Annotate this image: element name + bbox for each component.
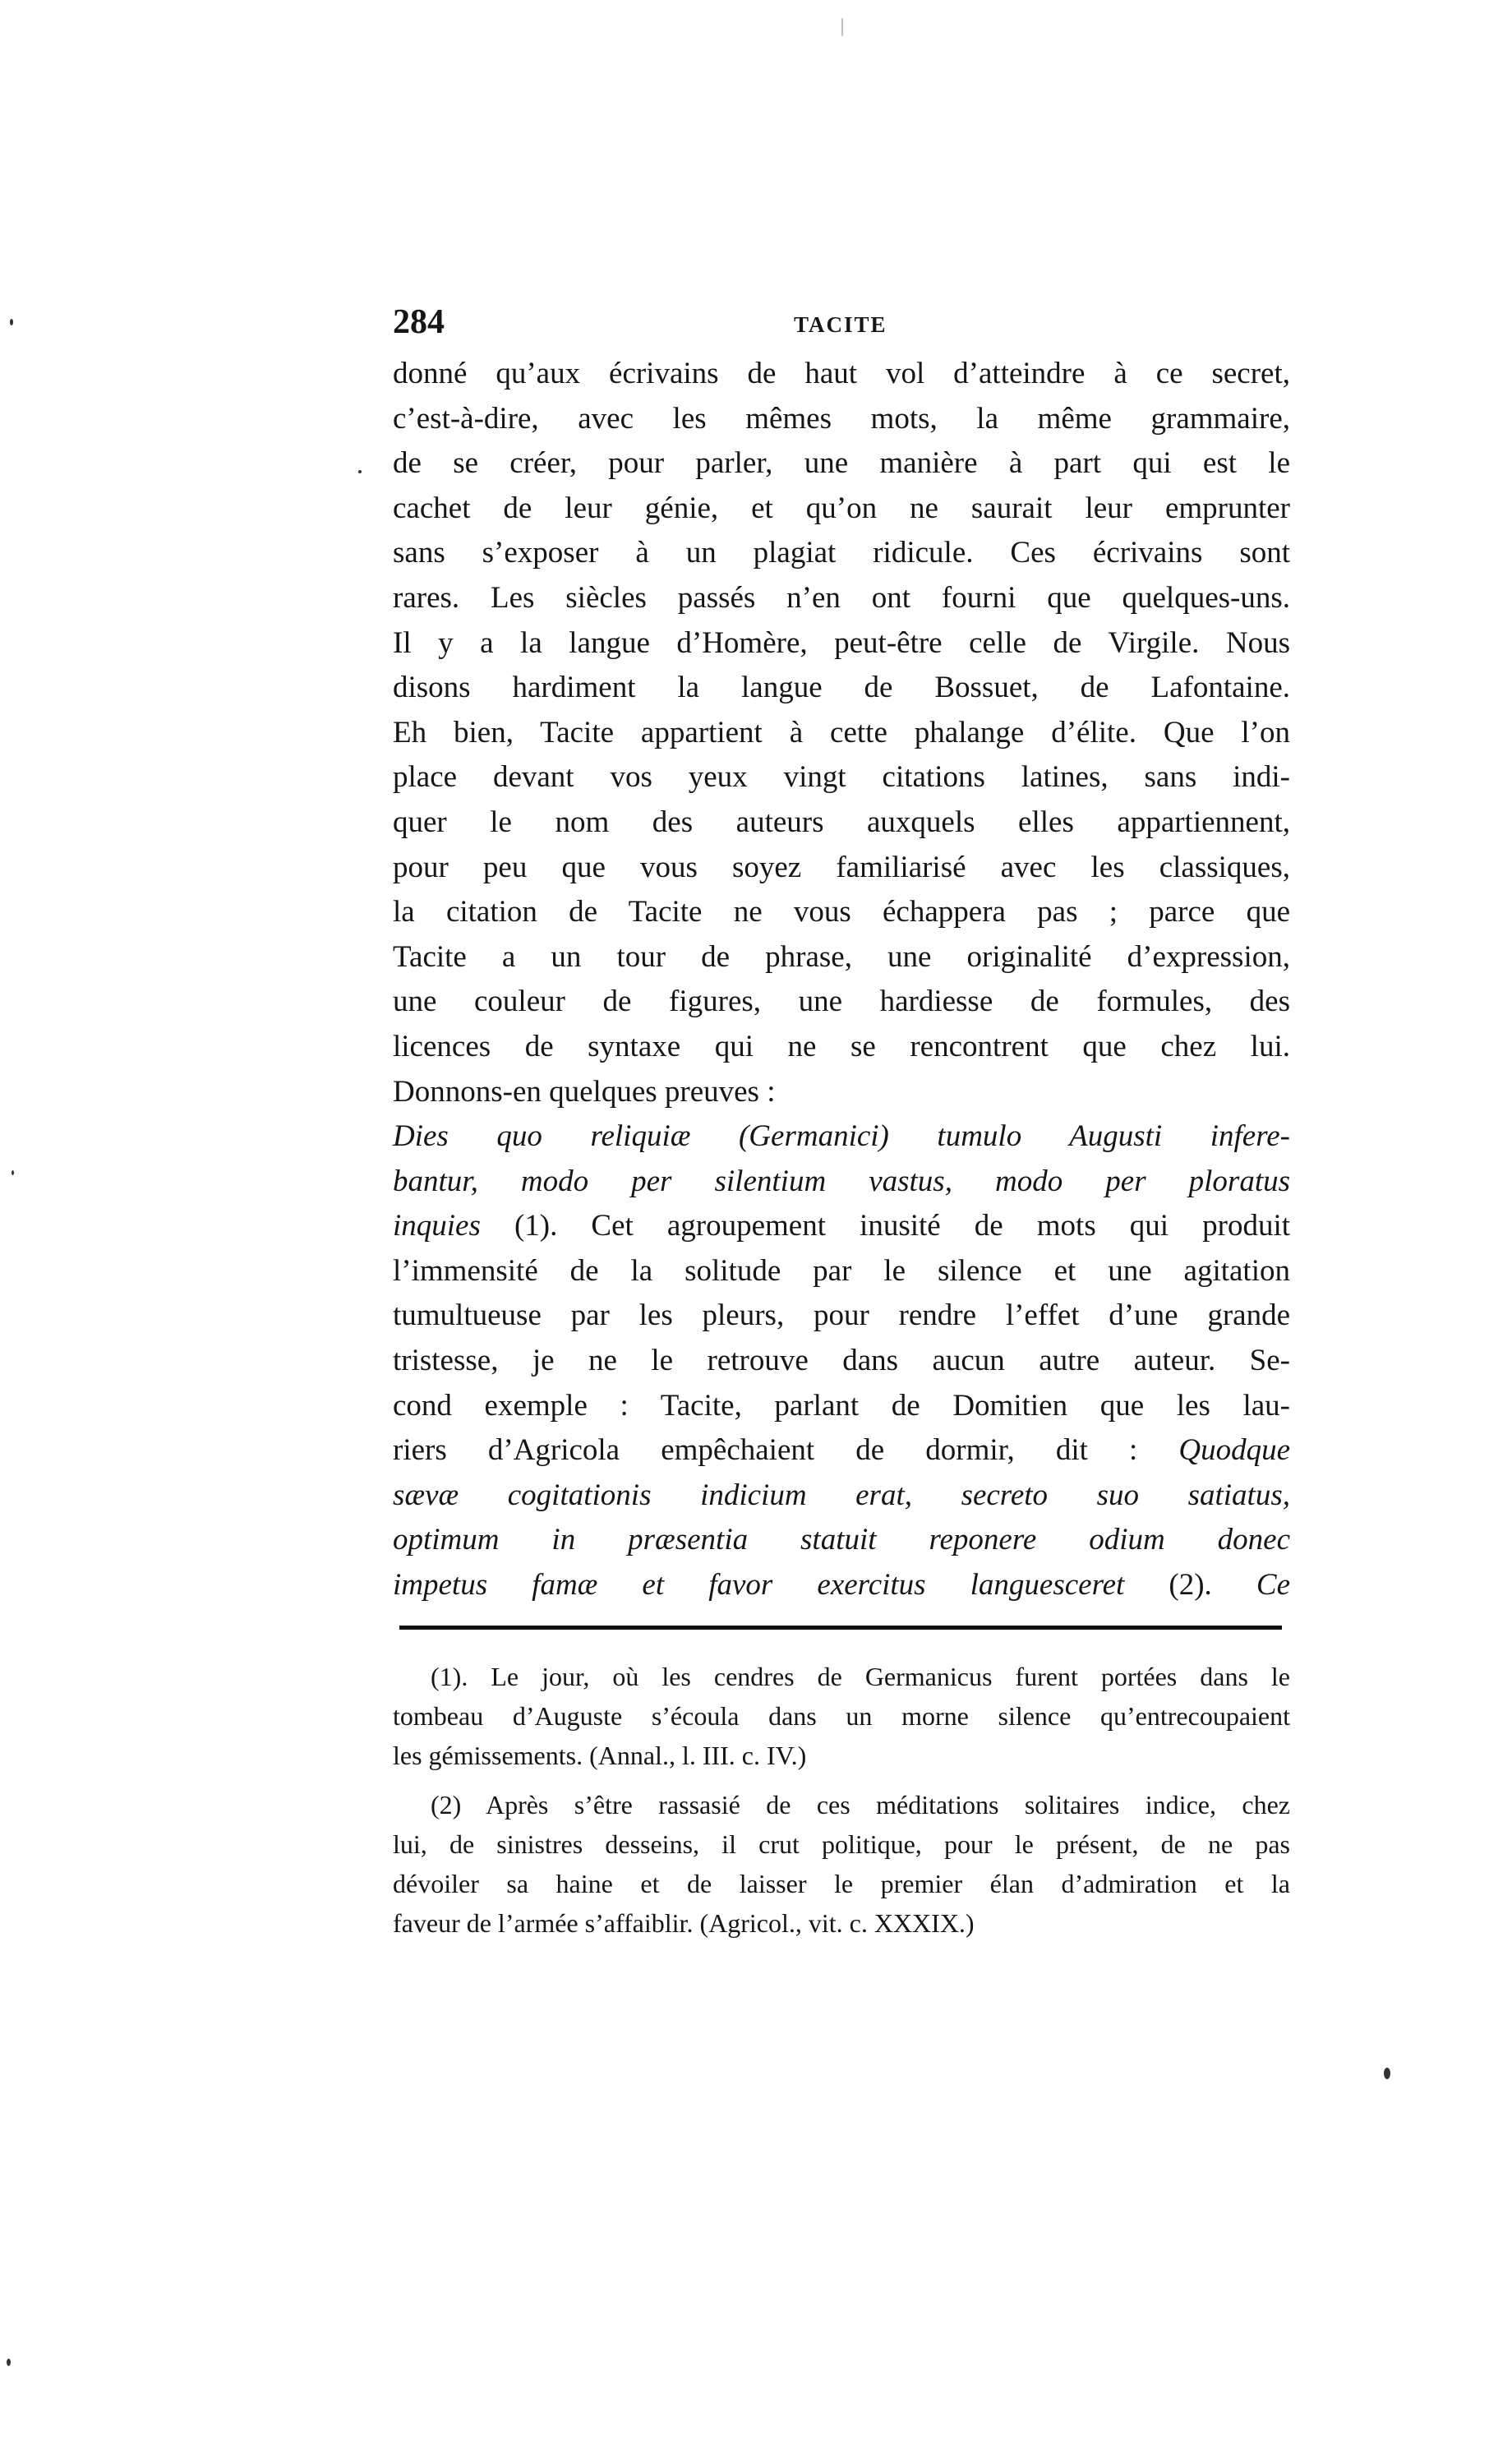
text-line: sans s’exposer à un plagiat ridicule. Ces écrivains sont xyxy=(393,536,1290,570)
footnote-line: (2) Après s’être rassasié de ces méditations solitaires indice, chez xyxy=(431,1790,1290,1819)
text-line: cachet de leur génie, et qu’on ne saurait leur emprunter xyxy=(393,491,1290,525)
text-line: pour peu que vous soyez familiarisé avec les classiques, xyxy=(393,850,1290,884)
text-line: l’immensité de la solitude par le silence et une agitation xyxy=(393,1253,1290,1288)
text-line: Il y a la langue d’Homère, peut-être celle de Virgile. Nous xyxy=(393,625,1290,660)
text-fragment: (2). xyxy=(1124,1568,1256,1603)
latin-quote-fragment: Quodque xyxy=(1178,1433,1290,1468)
latin-quote-fragment: Ce xyxy=(1256,1568,1290,1603)
text-line: place devant vos yeux vingt citations latines, sans indi- xyxy=(393,760,1290,795)
latin-quote-fragment: impetus famæ et favor exercitus languesceret xyxy=(393,1568,1125,1603)
footnotes xyxy=(393,1657,1290,1943)
text-line: Tacite a un tour de phrase, une originalité d’expression, xyxy=(393,939,1290,974)
ink-speck xyxy=(841,18,843,36)
text-line: Eh bien, Tacite appartient à cette phalange d’élite. Que l’on xyxy=(393,715,1290,749)
ink-speck xyxy=(7,2359,11,2366)
ink-speck xyxy=(12,1170,14,1175)
latin-quote-fragment: inquies xyxy=(393,1209,481,1243)
running-title: TACITE xyxy=(794,312,887,337)
footnote-line: tombeau d’Auguste s’écoula dans un morne silence qu’entrecoupaient xyxy=(393,1701,1290,1731)
page-header xyxy=(393,302,1290,352)
text-line: licences de syntaxe qui ne se rencontrent que chez lui. xyxy=(393,1029,1290,1063)
text-line: tumultueuse par les pleurs, pour rendre l’effet d’une grande xyxy=(393,1298,1290,1333)
footnote-line: les gémissements. (Annal., l. III. c. IV.) xyxy=(393,1741,807,1770)
text-line: c’est-à-dire, avec les mêmes mots, la même grammaire, xyxy=(393,401,1290,436)
text-line: donné qu’aux écrivains de haut vol d’atteindre à ce secret, xyxy=(393,357,1290,390)
footnote-line: dévoiler sa haine et de laisser le premier élan d’admiration et la xyxy=(393,1869,1290,1898)
text-line: quer le nom des auteurs auxquels elles appartiennent, xyxy=(393,805,1290,839)
text-line: tristesse, je ne le retrouve dans aucun autre auteur. Se- xyxy=(393,1344,1290,1378)
text-line xyxy=(393,1204,1290,1249)
text-line: disons hardiment la langue de Bossuet, de Lafontaine. xyxy=(393,671,1290,705)
text-line: une couleur de figures, une hardiesse de formules, des xyxy=(393,985,1290,1019)
ink-speck xyxy=(1384,2068,1390,2079)
latin-quote-line: optimum in præsentia statuit reponere odium donec xyxy=(393,1523,1290,1557)
footnote-gap xyxy=(393,1775,1290,1785)
ink-speck xyxy=(10,319,13,325)
latin-quote-line: bantur, modo per silentium vastus, modo per ploratus xyxy=(393,1164,1290,1198)
ink-speck xyxy=(358,470,362,473)
text-line xyxy=(393,1428,1290,1474)
text-line: la citation de Tacite ne vous échappera pas ; parce que xyxy=(393,895,1290,929)
text-line: Donnons-en quelques preuves : xyxy=(393,1074,776,1109)
latin-quote-line: Dies quo reliquiæ (Germanici) tumulo Augusti infere- xyxy=(393,1119,1290,1154)
text-fragment: riers d’Agricola empêchaient de dormir, dit : xyxy=(393,1433,1179,1468)
text-fragment: (1). Cet agroupement inusité de mots qui produit xyxy=(480,1209,1290,1243)
text-line: cond exemple : Tacite, parlant de Domitien que les lau- xyxy=(393,1388,1290,1423)
footnote-line: faveur de l’armée s’affaiblir. (Agricol., vit. c. XXXIX.) xyxy=(393,1908,975,1938)
latin-quote-line: sævæ cogitationis indicium erat, secreto suo satiatus, xyxy=(393,1478,1290,1512)
text-line: rares. Les siècles passés n’en ont fourni que quelques-uns. xyxy=(393,580,1290,615)
footnote-line: lui, de sinistres desseins, il crut politique, pour le présent, de ne pas xyxy=(393,1829,1290,1859)
text-line xyxy=(393,1563,1290,1608)
footnote-2 xyxy=(393,1785,1290,1943)
page-number: 284 xyxy=(393,303,445,341)
main-text xyxy=(393,352,1290,1608)
footnote-1 xyxy=(393,1657,1290,1775)
footnote-line: (1). Le jour, où les cendres de Germanicus furent portées dans le xyxy=(431,1662,1290,1691)
footnote-separator xyxy=(399,1626,1282,1630)
text-line: de se créer, pour parler, une manière à part qui est le xyxy=(393,446,1290,481)
